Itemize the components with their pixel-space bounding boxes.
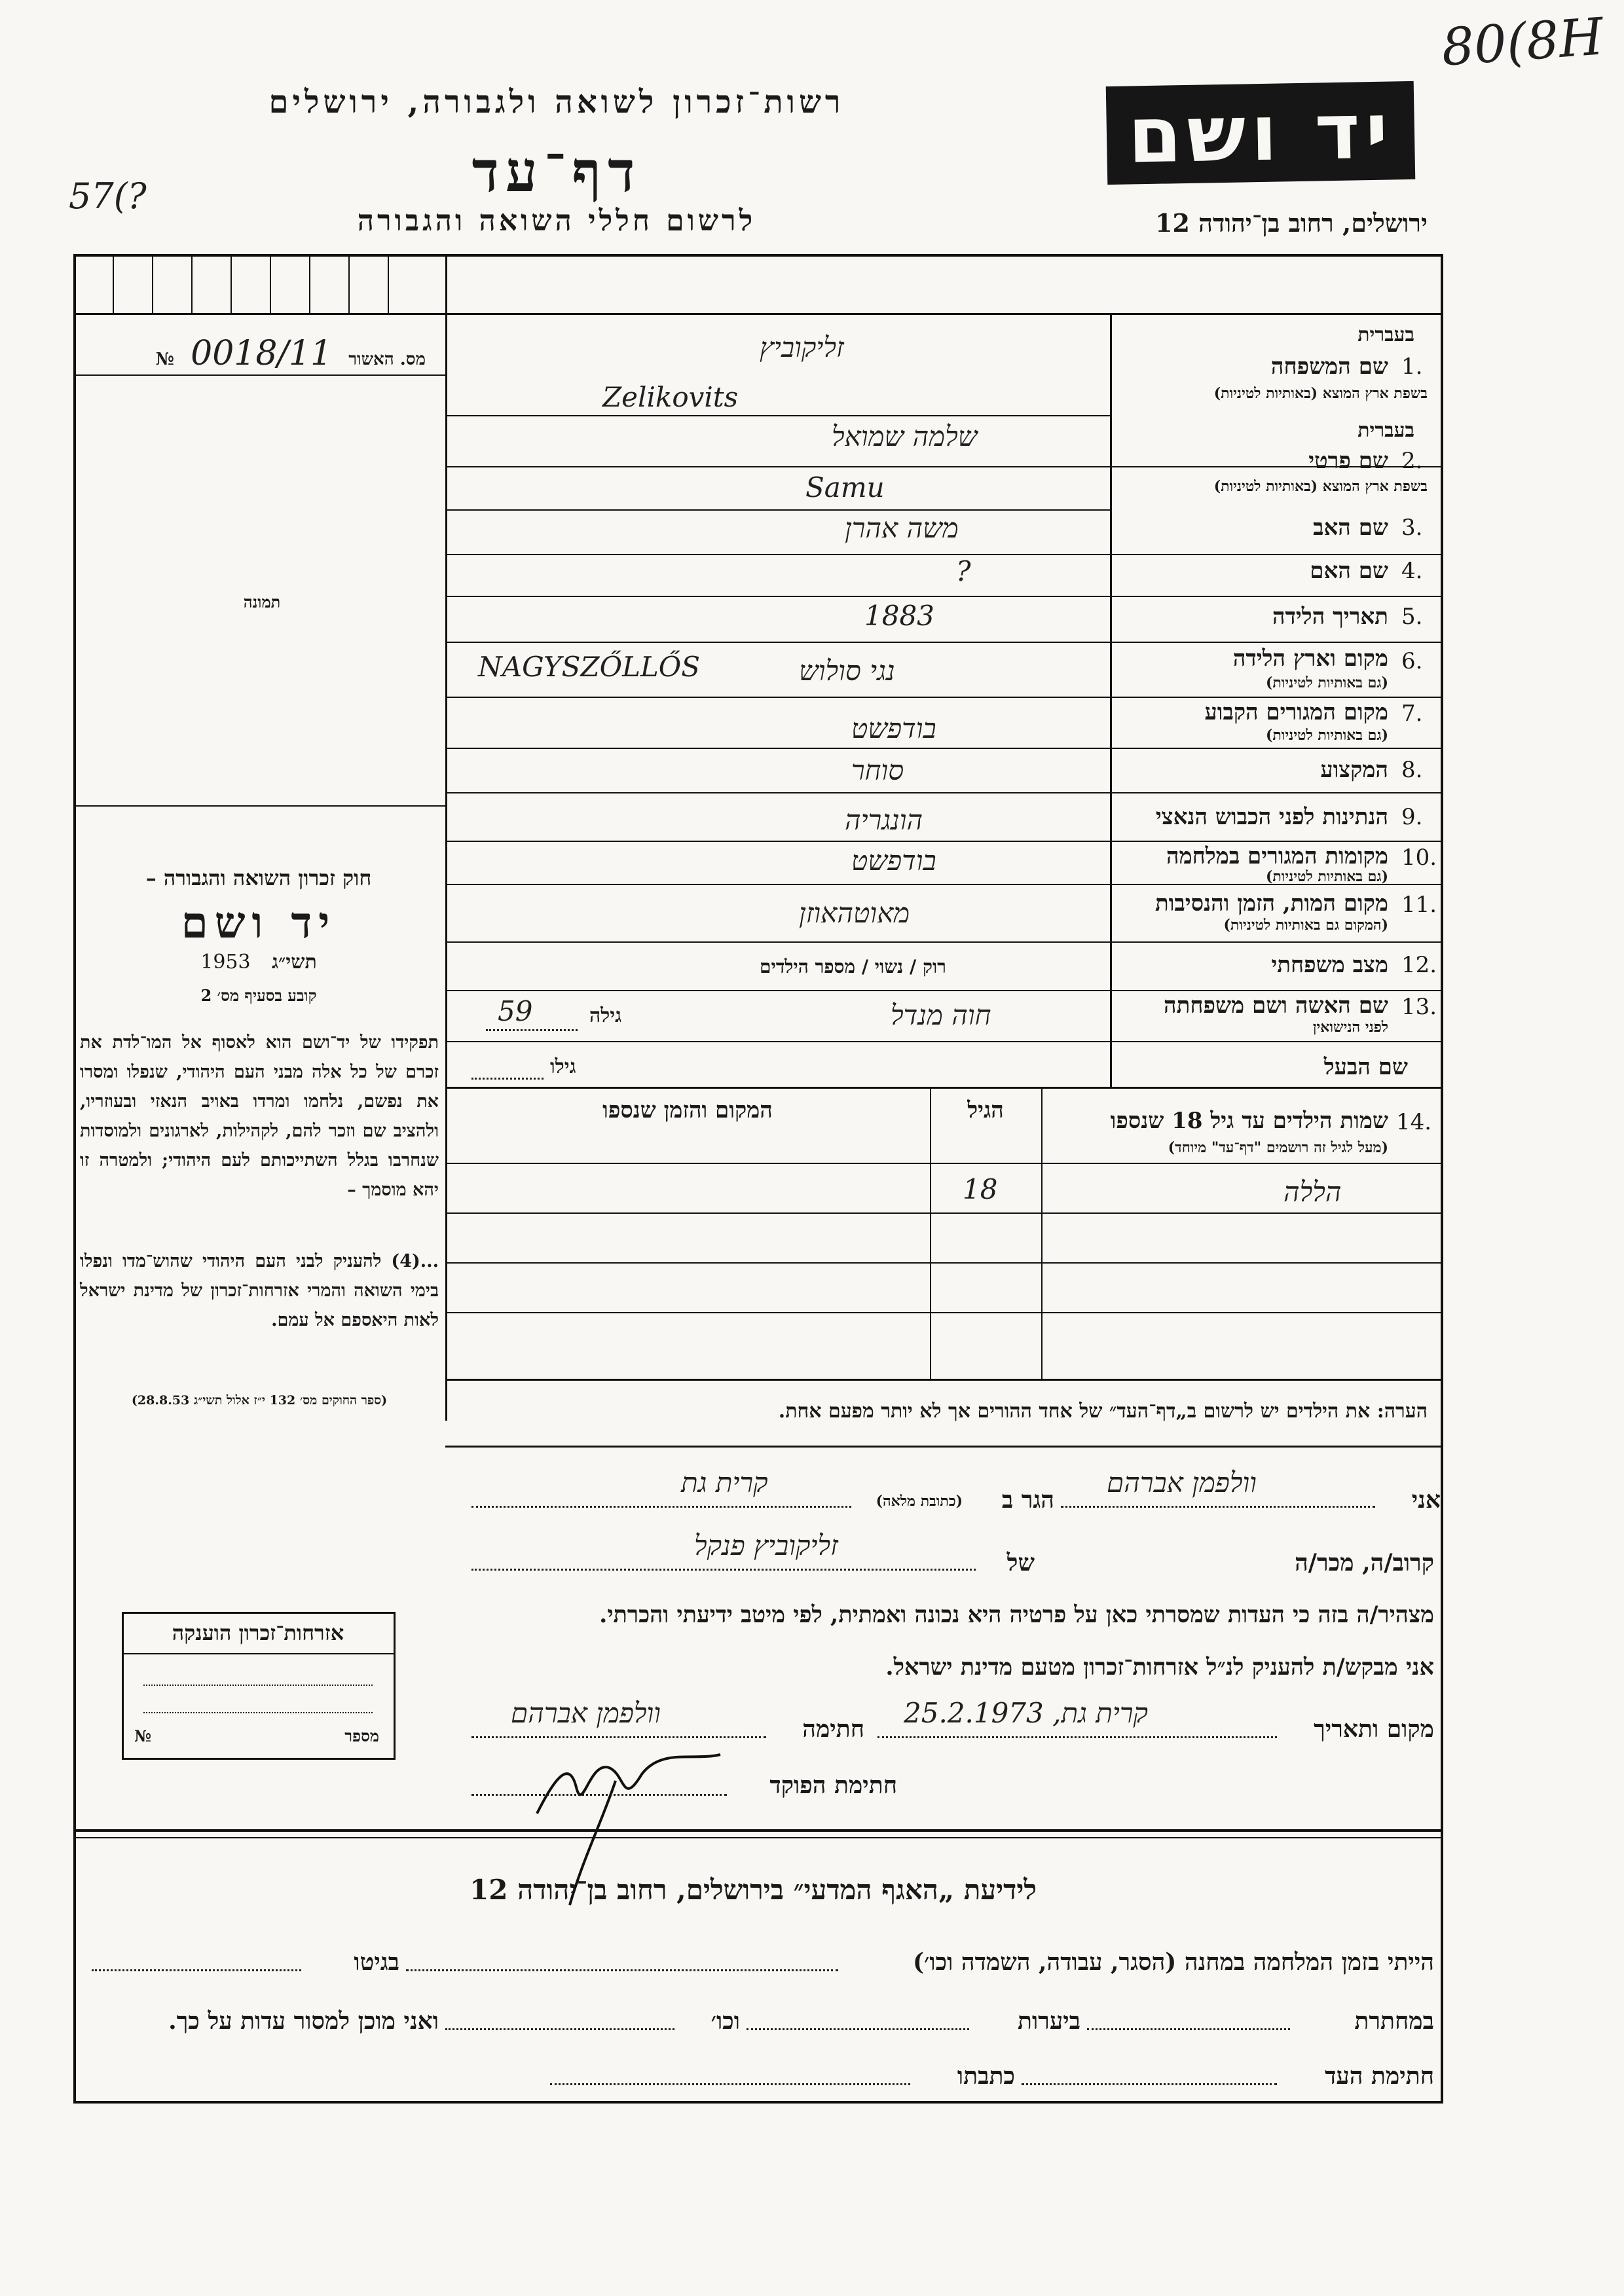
declaration-statement: מצהיר/ה בזה כי העדות שמסרתי כאן על פרטיה היא נכונה ואמתית, לפי מיטב ידיעתי והכרתי.: [599, 1601, 1434, 1628]
approval-label: מס. האשור: [348, 350, 426, 369]
field-3-label: שם האב: [1313, 515, 1388, 541]
footer-address: כתבתו: [957, 2062, 1015, 2090]
approval-number: [98, 334, 426, 373]
field-12-label: מצב משפחתי: [1271, 952, 1388, 978]
place-date-value: קרית גת, 25.2.1973: [904, 1697, 1149, 1729]
footer-ghetto: בגיטו: [354, 1948, 399, 1976]
divider: [270, 255, 271, 314]
divider: [445, 1087, 1442, 1089]
field-8-label: המקצוע: [1320, 757, 1388, 783]
place-date-line: [877, 1736, 1277, 1738]
declaration-i: אני: [1411, 1486, 1441, 1514]
field-11-note: (המקום גם באותיות לטיניות): [1223, 917, 1388, 934]
field-10-note: (גם באותיות לטיניות): [1265, 868, 1388, 885]
field-1-value-latin: Zelikovits: [602, 381, 739, 413]
divider: [445, 255, 447, 1421]
field-3-number: 3.: [1401, 515, 1423, 541]
field-2-value-hebrew: שלמה שמואל: [832, 420, 978, 452]
field-1-number: 1.: [1401, 354, 1423, 380]
field-1-label: שם המשפחה: [1270, 354, 1388, 380]
declaration-request: אני מבקש/ת להעניק לנ״ל אזרחות־זכרון מטעם מדינת ישראל.: [885, 1654, 1434, 1681]
footer-underground: במחתרת: [1354, 2007, 1434, 2035]
field-12-value: רוק / נשוי / מספר הילדים: [760, 956, 946, 977]
field-2-number: 2.: [1401, 448, 1423, 474]
divider: [445, 990, 1442, 991]
field-9-label: הנתינות לפני הכבוש הנאצי: [1155, 804, 1388, 830]
law-body-2: ...(4) להעניק לבני העם היהודי שהוש־מדו ונפלו בימי השואה והמרי אזרחות־זכרון של מדינת ישראל לאות היאספם אל עמם.: [80, 1251, 439, 1330]
signature-value: וולפמן אברהם: [511, 1697, 661, 1729]
citizenship-title: אזרחות־זכרון הוענקה: [172, 1620, 344, 1645]
field-4-value: ?: [956, 555, 971, 587]
declarant-name-line: [1061, 1506, 1375, 1508]
remark-text: את הילדים יש לרשום ב„דף־העד״ של אחד ההורים אך לא יותר מפעם אחת.: [778, 1400, 1371, 1423]
place-date-label: מקום ותאריך: [1314, 1715, 1434, 1743]
divider: [445, 697, 1442, 698]
footer-camp: הייתי בזמן המלחמה במחנה (הסגר, עבודה, השמדה וכו׳): [913, 1948, 1434, 1976]
divider: [445, 509, 1110, 511]
field-6-number: 6.: [1401, 648, 1423, 674]
divider: [445, 1262, 1442, 1264]
field-7-number: 7.: [1401, 701, 1423, 727]
law-body: תפקידו של יד־ושם הוא לאסוף אל המו־לדת את זכרם של כל אלה מבני העם היהודי, שנפלו ומסרו את נפשם, נלחמו ומרדו באויב הנאזי ובעוזריו, ולהציב שם וזכר להם, לקהילות, לארגונים ולמוסדות שנחרבו בגלל השתייכותם לעם היהודי; ולמטרה זו יהא מוסמך –: [80, 1032, 439, 1200]
law-year-hebrew: תשי״ג: [272, 951, 317, 974]
authority-name: רשות־זכרון לשואה ולגבורה, ירושלים: [268, 84, 845, 120]
etc-line: [445, 2028, 674, 2030]
field-8-number: 8.: [1401, 757, 1423, 783]
footer-heading: לידיעת „האגף המדעי״ בירושלים, רחוב בן־יהודה 12: [470, 1874, 1037, 1906]
field-8-value: סוחר: [851, 754, 904, 786]
field-4-label: שם האם: [1310, 558, 1388, 584]
field-3-value: משה אהרן: [845, 512, 959, 544]
citizenship-number-label: מספר: [344, 1726, 379, 1745]
field-6-note: (גם באותיות לטיניות): [1265, 674, 1388, 691]
divider: [445, 1212, 1442, 1214]
approval-sign: №: [155, 350, 175, 369]
field-13-age-label: גילה: [589, 1004, 622, 1027]
divider: [75, 374, 445, 376]
law-title: חוק זכרון השואה והגבורה –: [145, 866, 372, 890]
relation-line: [471, 1569, 976, 1571]
divider: [75, 1837, 1442, 1838]
children-label: שמות הילדים עד גיל 18 שנספו: [1110, 1108, 1388, 1134]
divider: [445, 941, 1442, 943]
law-year: [85, 951, 432, 974]
field-6-value-latin: NAGYSZŐLLŐS: [478, 651, 700, 683]
field-12-number: 12.: [1401, 952, 1437, 978]
page-subtitle: לרשום חללי השואה והגבורה: [357, 204, 756, 238]
divider: [309, 255, 310, 314]
underground-line: [1087, 2028, 1290, 2030]
field-7-label: מקום המגורים הקבוע: [1204, 699, 1388, 725]
yad-vashem-logo: [1106, 81, 1416, 185]
law-citation: (ספר החוקים מס׳ 132 י״ז אלול תשי״ג 28.8.53): [131, 1393, 388, 1408]
field-7-value: בודפשט: [851, 712, 936, 744]
declarant-address: קרית גת: [681, 1467, 768, 1499]
citizenship-number-sign: №: [134, 1726, 152, 1745]
child-name: הללה: [1283, 1176, 1342, 1208]
children-place-header: המקום והזמן שנספו: [602, 1097, 773, 1123]
divider: [445, 554, 1442, 555]
divider: [231, 255, 232, 314]
field-11-number: 11.: [1401, 892, 1437, 918]
officer-label: חתימת הפוקד: [769, 1772, 897, 1799]
field-4-number: 4.: [1401, 558, 1423, 584]
witness-address-line: [550, 2083, 910, 2085]
remark-label: הערה:: [1376, 1400, 1428, 1423]
divider: [445, 1041, 1442, 1042]
footer-forests: ביערות: [1017, 2007, 1080, 2035]
field-5-number: 5.: [1401, 604, 1423, 630]
divider: [930, 1088, 931, 1379]
field-2-label: שם פרטי: [1308, 448, 1388, 474]
divider: [348, 255, 350, 314]
field-1-note: בשפת ארץ המוצא (באותיות לטיניות): [1213, 385, 1428, 402]
witness-signature-line: [1022, 2083, 1277, 2085]
husband-age-line: [471, 1078, 544, 1080]
declarant-name: וולפמן אברהם: [1107, 1467, 1257, 1499]
field-2-value-latin: Samu: [805, 471, 885, 503]
field-2-note: בשפת ארץ המוצא (באותיות לטיניות): [1213, 478, 1428, 495]
footer-witness-signature: חתימת העד: [1325, 2062, 1434, 2090]
margin-note: 57(?: [69, 175, 147, 217]
divider: [445, 415, 1110, 416]
children-age-header: הגיל: [967, 1097, 1004, 1123]
field-10-label: מקומות המגורים במלחמה: [1166, 843, 1388, 869]
field-5-label: תאריך הלידה: [1272, 604, 1388, 630]
divider: [191, 255, 193, 314]
child-age: 18: [963, 1173, 998, 1205]
divider: [113, 255, 114, 314]
page-title: דף־עד: [471, 139, 642, 205]
field-13-number: 13.: [1401, 994, 1437, 1020]
footer-testimony: ואני מוכן למסור עדות על כך.: [168, 2007, 439, 2035]
husband-age-label: גילו: [550, 1055, 576, 1078]
husband-label: שם הבעל: [1323, 1054, 1408, 1080]
field-10-value: בודפשט: [851, 845, 936, 877]
forests-line: [747, 2028, 969, 2030]
field-13-age-value: 59: [498, 995, 533, 1027]
divider: [445, 596, 1442, 597]
footer-etc: וכו׳: [710, 2007, 740, 2035]
field-5-value: 1883: [864, 600, 934, 632]
ghetto-line: [92, 1969, 301, 1971]
law-name: יד ושם: [181, 897, 337, 948]
resides-label: הגר ב: [1001, 1486, 1054, 1514]
divider: [445, 1379, 1442, 1381]
divider: [75, 805, 445, 807]
divider: [445, 642, 1442, 643]
age-line: [486, 1029, 578, 1031]
photo-label: תמונה: [243, 592, 281, 611]
children-number: 14.: [1396, 1109, 1432, 1135]
field-13-note: לפני הנישואין: [1312, 1019, 1388, 1036]
approval-value: 0018/11: [191, 334, 333, 373]
divider: [388, 255, 389, 314]
logo-text: יד ושם: [1127, 85, 1394, 181]
field-2-hebrew-label: בעברית: [1357, 419, 1414, 442]
field-11-label: מקום המות, הזמן והנסיבות: [1154, 890, 1388, 917]
law-year-number: 1953: [200, 951, 251, 974]
divider: [75, 313, 1442, 315]
archive-number: 80(8H: [1439, 7, 1606, 78]
field-6-value-hebrew: נגי סולוש: [799, 655, 895, 687]
citizenship-line: [143, 1685, 373, 1686]
citizenship-line: [143, 1712, 373, 1713]
of-label: של: [1006, 1549, 1035, 1576]
field-13-label: שם האשה ושם משפחתה: [1164, 993, 1388, 1019]
divider: [1041, 1088, 1043, 1379]
remark: [458, 1400, 1428, 1423]
field-13-value: חוה מנדל: [891, 999, 991, 1031]
divider: [75, 1829, 1442, 1832]
relation-value: זליקוביץ פנקל: [694, 1529, 838, 1561]
divider: [445, 1446, 1442, 1448]
divider: [445, 1163, 1442, 1164]
field-11-value: מאוטהאוזן: [799, 897, 910, 929]
field-9-value: הונגריה: [845, 804, 923, 836]
divider: [445, 748, 1442, 749]
divider: [152, 255, 153, 314]
address-line: [471, 1506, 851, 1508]
law-clause: קובע בסעיף מס׳ 2: [200, 986, 317, 1005]
full-address-label: (כתובת מלאה): [876, 1493, 963, 1510]
citizenship-box: [122, 1612, 396, 1760]
institution-address: ירושלים, רחוב בן־יהודה 12: [1155, 208, 1428, 238]
relation-label: קרוב/ה, מכר/ה: [1295, 1549, 1434, 1576]
children-note: (מעל לגיל זה רושמים "דף־עד" מיוחד): [1168, 1139, 1388, 1156]
signature-label: חתימה: [802, 1715, 864, 1743]
field-1-hebrew-label: בעברית: [1357, 323, 1414, 346]
field-10-number: 10.: [1401, 845, 1437, 871]
divider: [1110, 314, 1112, 1087]
field-9-number: 9.: [1401, 804, 1423, 830]
camp-line: [406, 1969, 838, 1971]
field-6-label: מקום וארץ הלידה: [1232, 646, 1388, 672]
field-1-value-hebrew: זליקוביץ: [760, 331, 844, 363]
divider: [445, 841, 1442, 842]
divider: [445, 792, 1442, 793]
field-7-note: (גם באותיות לטיניות): [1265, 727, 1388, 744]
divider: [445, 1312, 1442, 1313]
